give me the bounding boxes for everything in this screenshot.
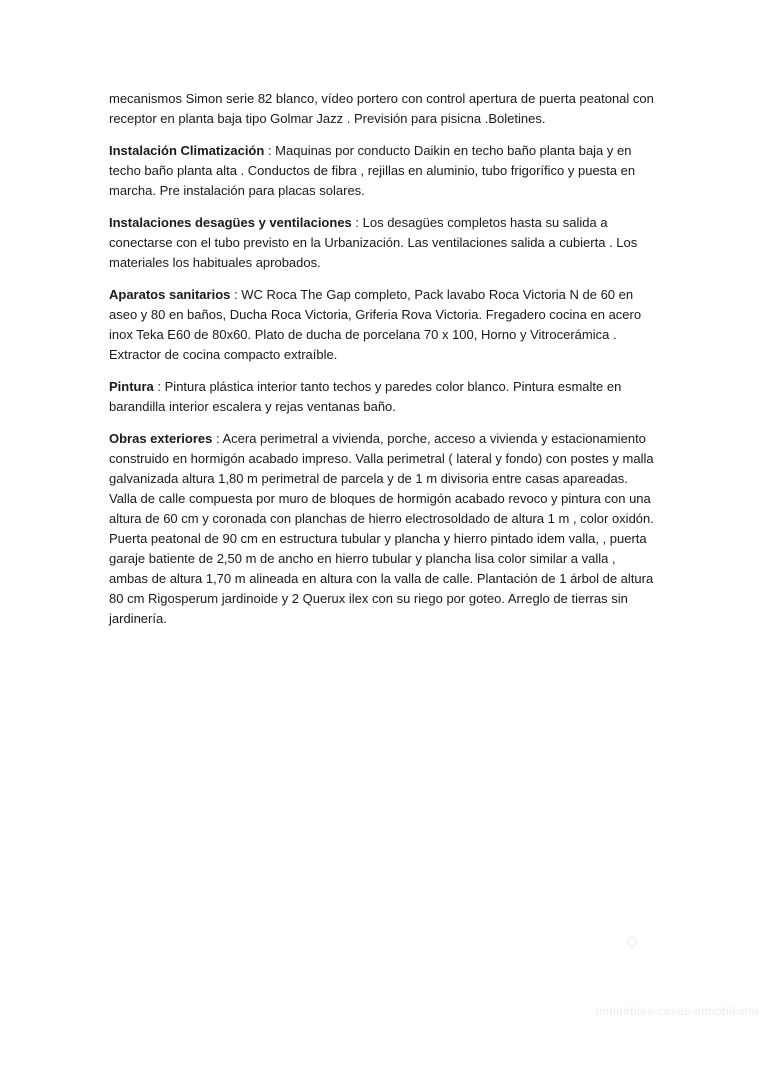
paragraph-text: mecanismos Simon serie 82 blanco, vídeo portero con control apertura de puerta peatonal con receptor en planta baja tipo Golmar Jazz . Previsión para pisicna .Boletines. <box>109 91 654 126</box>
document-body <box>109 89 654 641</box>
section-heading: Instalación Climatización <box>109 143 265 158</box>
section-heading: Pintura <box>109 379 154 394</box>
heading-separator: : <box>264 143 276 158</box>
section-heading: Aparatos sanitarios <box>109 287 231 302</box>
paragraph-text: Acera perimetral a vivienda, porche, acceso a vivienda y estacionamiento construido en hormigón acabado impreso. Valla perimetral ( lateral y fondo) con postes y malla galvanizada altura 1,80 m perimetral de parcela y de 1 m divisoria entre casas apareadas. Valla de calle compuesta por muro de bloques de hormigón acabado revoco y pintura con una altura de 60 cm y coronada con planchas de hierro electrosoldado de altura 1 m , color oxidón. Puerta peatonal de 90 cm en estructura tubular y plancha y hierro pintado idem valla, , puerta garaje batiente de 2,50 m de ancho en hierro tubular y plancha lisa color similar a valla , ambas de altura 1,70 m alineada en altura con la valla de calle. Plantación de 1 árbol de altura 80 cm Rigosperum jardinoide y 2 Querux ilex con su riego por goteo. Arreglo de tierras sin jardinería. <box>109 431 654 626</box>
paragraph-desagues <box>109 213 654 273</box>
paragraph-climatizacion <box>109 141 654 201</box>
watermark-text: inmuebles-casas-inmobiliaria <box>595 1004 759 1018</box>
section-heading: Instalaciones desagües y ventilaciones <box>109 215 352 230</box>
section-heading: Obras exteriores <box>109 431 213 446</box>
paragraph-electricidad <box>109 89 654 129</box>
heading-separator: : <box>230 287 242 302</box>
heading-separator: : <box>351 215 363 230</box>
paragraph-text: WC Roca The Gap completo, Pack lavabo Roca Victoria N de 60 en aseo y 80 en baños, Ducha Roca Victoria, Griferia Rova Victoria. Fregadero cocina en acero inox Teka E60 de 80x60. Plato de ducha de porcelana 70 x 100, Horno y Vitrocerámica . Extractor de cocina compacto extraíble. <box>109 287 642 362</box>
paragraph-text: Maquinas por conducto Daikin en techo baño planta baja y en techo baño planta alta . Conductos de fibra , rejillas en aluminio, tubo frigorífico y puesta en marcha. Pre instalación para placas solares. <box>109 143 636 198</box>
paragraph-text: Los desagües completos hasta su salida a conectarse con el tubo previsto en la Urbanización. Las ventilaciones salida a cubierta . Los materiales los habituales aprobados. <box>109 215 638 270</box>
paragraph-text: Pintura plástica interior tanto techos y paredes color blanco. Pintura esmalte en barandilla interior escalera y rejas ventanas baño. <box>109 379 622 414</box>
heading-separator: : <box>212 431 223 446</box>
circle-watermark-icon <box>627 937 637 947</box>
paragraph-obras-exteriores <box>109 429 654 629</box>
paragraph-pintura <box>109 377 654 417</box>
heading-separator: : <box>153 379 165 394</box>
paragraph-sanitarios <box>109 285 654 365</box>
